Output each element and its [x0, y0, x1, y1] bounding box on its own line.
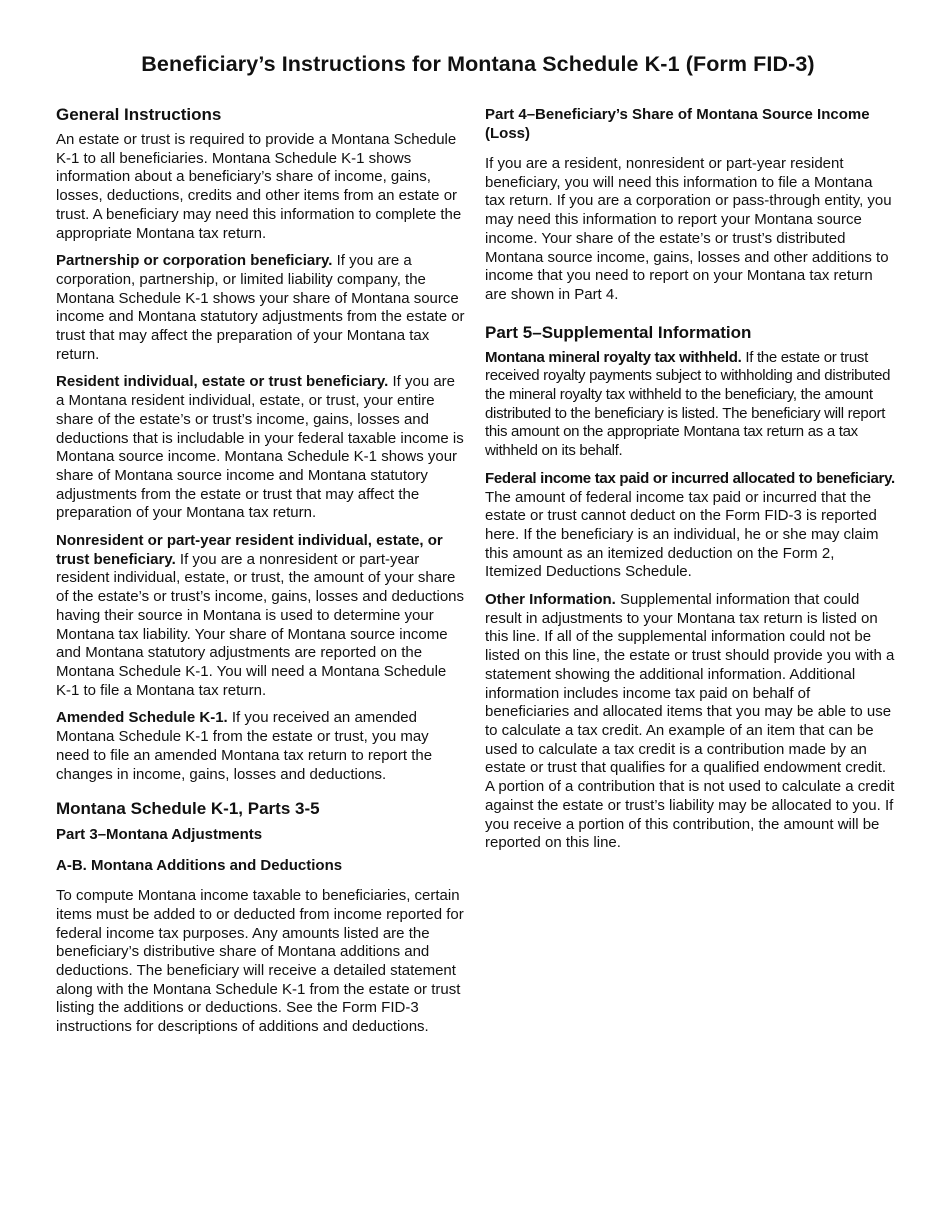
federal-lead: Federal income tax paid or incurred allocated to beneficiary. [485, 469, 895, 487]
ab-heading: A-B. Montana Additions and Deductions [56, 857, 343, 875]
page-title: Beneficiary’s Instructions for Montana Schedule K-1 (Form FID-3) [141, 52, 815, 76]
part3-heading: Part 3–Montana Adjustments [56, 826, 263, 844]
other-info-body: Supplemental information that could result in adjustments to your Montana tax return is listed on this line. If all of the supplemental information could not be listed on this line, the estate or trust should provide you with a statement showing the additional information. Additional information includes income tax paid on behalf of beneficiaries and allocated items that you may be able to use to calculate a tax credit. An example of an item that can be used to calculate a tax credit is a contribution made by an estate or trust that qualifies for a qualified endowment credit. A portion of a contribution that is not used to calculate a credit against the estate or trust’s liability may be allocated to you. If you receive a portion of this contribution, the amount will be reported on this line. [485, 591, 895, 852]
partnership-paragraph [56, 252, 465, 364]
general-instructions-heading: General Instructions [56, 105, 222, 124]
part4-paragraph: If you are a resident, nonresident or part-year resident beneficiary, you will need this information to file a Montana tax return. If you are a corporation or pass-through entity, you may need this information to report your Montana source income. Your share of the estate’s or trust’s distributed Montana source income, gains, losses and other additions to income that you need to report on your Montana tax return are shown in Part 4. [485, 155, 892, 303]
amended-body: If you received an amended Montana Schedule K-1 from the estate or trust, you may need to file an amended Montana tax return to report the changes in income, gains, losses and deductions. [56, 709, 433, 783]
other-info-lead: Other Information. [485, 591, 616, 609]
condensed-block [485, 349, 895, 461]
partnership-body: If you are a corporation, partnership, or limited liability company, the Montana Schedule K-1 shows your share of Montana source income and Montana statutory adjustments from the estate or trust that may affect the preparation of your Montana tax return. [56, 252, 465, 363]
resident-body: If you are a Montana resident individual, estate, or trust, your entire share of the estate’s or trust’s income, gains, losses and deductions that is includable in your federal taxable income is Montana source income. Montana Schedule K-1 shows your share of Montana source income and Montana statutory adjustments from the estate or trust that may affect the preparation of your Montana tax return. [56, 373, 464, 522]
part4-heading: Part 4–Beneficiary’s Share of Montana Source Income (Loss) [485, 106, 870, 142]
two-column-body [56, 105, 900, 1046]
nonresident-body: If you are a nonresident or part-year resident individual, estate, or trust, the amount of your share of the estate’s or trust’s income, gains, losses and deductions having their source in Montana is used to determine your Montana tax liability. Your share of Montana source income and Montana statutory adjustments are reported on the Montana Schedule K-1. You will need a Montana Schedule K-1 to file a Montana tax return. [56, 550, 465, 699]
right-column [485, 105, 895, 1046]
parts-heading: Montana Schedule K-1, Parts 3-5 [56, 799, 320, 819]
left-column [56, 105, 465, 1046]
federal-body: The amount of federal income tax paid or incurred that the estate or trust cannot deduct on the Form FID-3 is reported here. If the beneficiary is an individual, he or she may claim this amount as an itemized deduction on the Form 2, Itemized Deductions Schedule. [485, 488, 879, 581]
amended-paragraph [56, 709, 465, 784]
spacer [485, 314, 895, 323]
nonresident-paragraph [56, 532, 465, 700]
royalty-body: If the estate or trust received royalty payments subject to withholding and distributed the mineral royalty tax withheld to the beneficiary, the amount distributed to the beneficiary is listed. The beneficiary will report this amount on the appropriate Montana tax return as a tax withheld on its behalf. [485, 348, 891, 460]
partnership-lead: Partnership or corporation beneficiary. [56, 252, 333, 270]
amended-lead: Amended Schedule K-1. [56, 709, 228, 727]
federal-paragraph [485, 470, 895, 582]
royalty-lead: Montana mineral royalty tax withheld. [485, 348, 742, 366]
nonresident-lead: Nonresident or part-year resident individual, estate, or trust beneficiary. [56, 532, 443, 568]
ab-paragraph: To compute Montana income taxable to beneficiaries, certain items must be added to or deducted from income reported for federal income tax purposes. Any amounts listed are the beneficiary’s distributive share of Montana additions and deductions. The beneficiary will receive a detailed statement along with the Montana Schedule K-1 from the estate or trust listing the additions or deductions. See the Form FID-3 instructions for descriptions of additions and deductions. [56, 887, 464, 1036]
other-info-paragraph [485, 591, 895, 853]
royalty-paragraph [485, 349, 895, 461]
resident-paragraph [56, 373, 465, 523]
resident-lead: Resident individual, estate or trust beneficiary. [56, 373, 389, 391]
general-instructions-paragraph: An estate or trust is required to provide a Montana Schedule K-1 to all beneficiaries. Montana Schedule K-1 shows information about a beneficiary’s share of income, gains, losses, deductions, credits and other items from an estate or trust. A beneficiary may need this information to complete the appropriate Montana tax return. [56, 131, 462, 242]
part5-heading: Part 5–Supplemental Information [485, 322, 752, 342]
